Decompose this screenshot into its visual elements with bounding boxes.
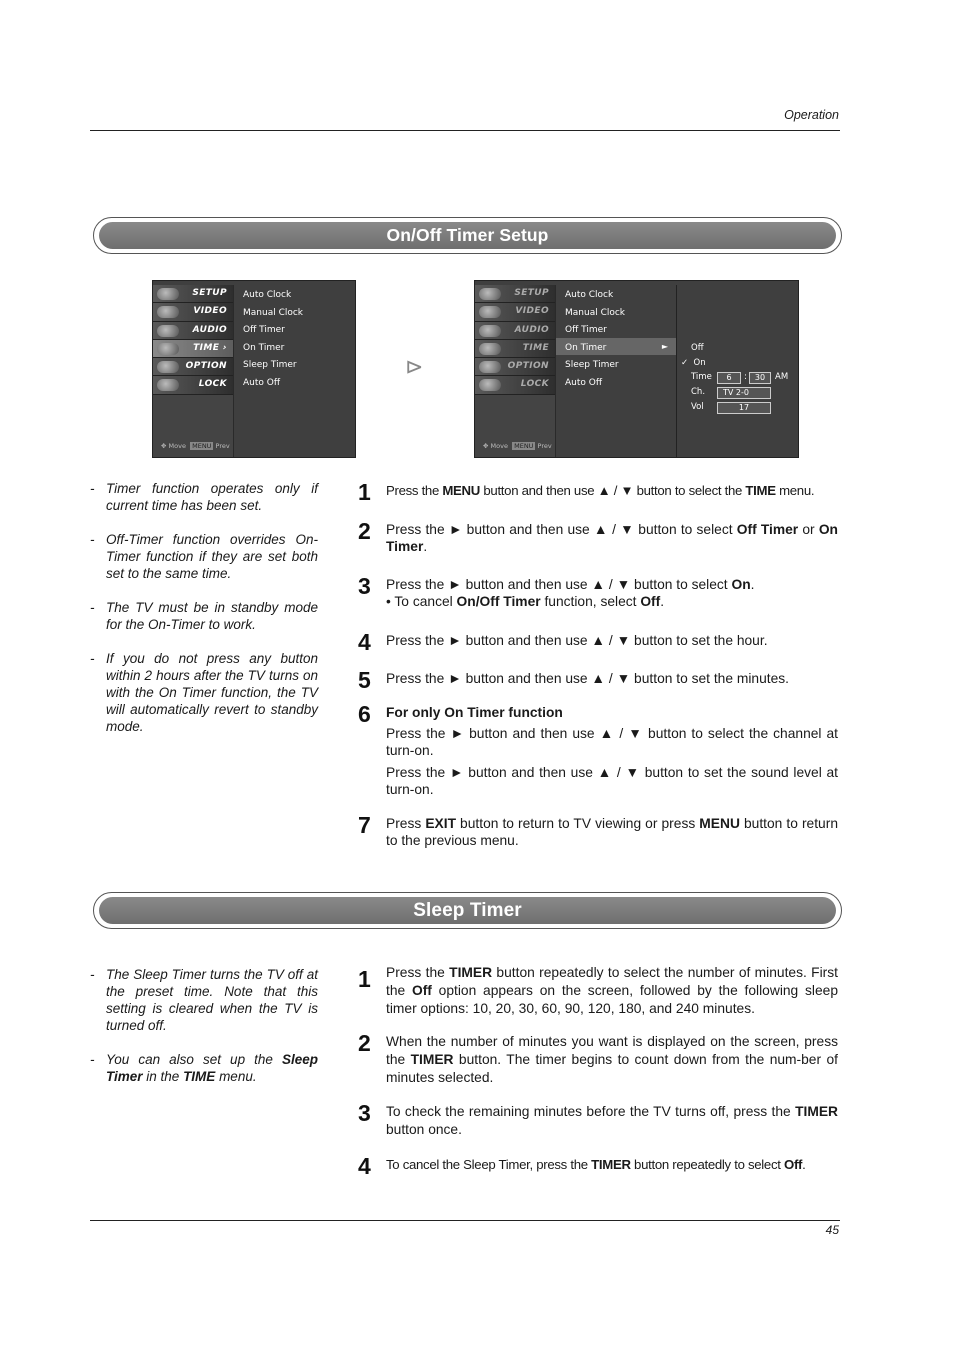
option-icon bbox=[157, 361, 179, 373]
right-arrow-icon: ► bbox=[661, 341, 668, 351]
clock-icon bbox=[157, 343, 179, 355]
lock-icon bbox=[479, 379, 501, 391]
page-number: 45 bbox=[825, 1223, 839, 1237]
osd-item: Auto Off bbox=[243, 377, 281, 388]
sleep-notes bbox=[90, 966, 318, 1102]
osd-category-audio: AUDIO bbox=[153, 322, 233, 340]
section-band-timer bbox=[93, 217, 842, 254]
osd-category-setup: SETUP bbox=[475, 285, 555, 303]
osd-item: Sleep Timer bbox=[565, 360, 619, 370]
osd-category-option: OPTION bbox=[153, 358, 233, 376]
option-on: ✓ On bbox=[681, 358, 706, 368]
osd-category-time: TIME › bbox=[153, 340, 233, 358]
osd-item: Off Timer bbox=[565, 325, 607, 335]
setup-icon bbox=[479, 288, 501, 300]
osd-submenu-on-timer bbox=[676, 285, 798, 457]
osd-item: Auto Clock bbox=[243, 290, 292, 300]
osd-screen-on-timer bbox=[474, 280, 799, 458]
header-rule bbox=[90, 130, 840, 131]
timer-step-1: 1 Press the MENU button and then use ▲ / ▼ button to select the TIME menu. bbox=[358, 479, 815, 505]
section-title: Sleep Timer bbox=[413, 899, 522, 921]
osd-category-option: OPTION bbox=[475, 358, 555, 376]
osd-screen-time-menu bbox=[152, 280, 356, 458]
clock-icon bbox=[479, 343, 501, 355]
hour-field: 6 bbox=[717, 372, 741, 384]
note-item: - Timer function operates only if current time has been set. bbox=[90, 481, 318, 513]
audio-icon bbox=[157, 325, 179, 337]
osd-item-list bbox=[555, 285, 676, 457]
sleep-step-1: 1 Press the TIMER button repeatedly to select the number of minutes. First the Off option appears on the screen, followed by the following sleep timer options: 10, 20, 30, 60, 90, 120, 180, and 240 minutes. bbox=[358, 965, 838, 1016]
menu-key-icon: MENU bbox=[192, 442, 212, 450]
sleep-step-3: 3 To check the remaining minutes before the TV turns off, press the TIMER button once. bbox=[358, 1100, 838, 1137]
menu-key-icon: MENU bbox=[514, 442, 534, 450]
option-off: Off bbox=[691, 343, 704, 353]
osd-item: Auto Clock bbox=[565, 290, 614, 300]
osd-category-audio: AUDIO bbox=[475, 322, 555, 340]
note-item: - If you do not press any button within 2 hours after the TV turns on with the On Timer function, the TV will automatically revert to standby mode. bbox=[90, 651, 318, 734]
channel-field: TV 2-0 bbox=[717, 387, 771, 399]
timer-step-2: 2 Press the ► button and then use ▲ / ▼ button to select Off Timer or On Timer. bbox=[358, 518, 838, 554]
time-colon: : bbox=[744, 372, 747, 382]
osd-category-setup: SETUP bbox=[153, 285, 233, 303]
check-icon: ✓ bbox=[681, 358, 689, 368]
sleep-step-2: 2 When the number of minutes you want is displayed on the screen, press the TIMER button. The timer begins to count down from the num-ber of minutes selected. bbox=[358, 1030, 838, 1085]
next-arrow-icon: ⊳ bbox=[405, 354, 424, 379]
move-icon: ✥ bbox=[483, 442, 489, 450]
osd-category-column bbox=[153, 285, 233, 457]
volume-field: 17 bbox=[717, 402, 771, 414]
timer-step-6: 6 For only On Timer function Press the ► button and then use ▲ / ▼ button to select the channel at turn-on. Press the ► button and then use ▲ / ▼ button to set the sound level at turn-on. bbox=[358, 701, 838, 797]
move-icon: ✥ bbox=[161, 442, 167, 450]
osd-category-video: VIDEO bbox=[475, 303, 555, 321]
timer-step-4: 4 Press the ► button and then use ▲ / ▼ button to set the hour. bbox=[358, 629, 768, 655]
minute-field: 30 bbox=[749, 372, 771, 384]
osd-footer: ✥ Move MENU Prev bbox=[161, 442, 230, 450]
timer-step-5: 5 Press the ► button and then use ▲ / ▼ button to set the minutes. bbox=[358, 667, 789, 693]
volume-label: Vol bbox=[691, 402, 704, 412]
osd-item: Auto Off bbox=[565, 377, 603, 388]
osd-category-column bbox=[475, 285, 555, 457]
section-header: Operation bbox=[784, 108, 839, 122]
note-item: - You can also set up the Sleep Timer in the TIME menu. bbox=[90, 1052, 318, 1084]
video-icon bbox=[157, 306, 179, 318]
channel-label: Ch. bbox=[691, 387, 706, 397]
note-item: - The TV must be in standby mode for the On-Timer to work. bbox=[90, 600, 318, 632]
timer-step-3: 3 Press the ► button and then use ▲ / ▼ button to select On. • To cancel On/Off Timer function, select Off. bbox=[358, 573, 755, 609]
osd-item: On Timer bbox=[243, 342, 285, 353]
lock-icon bbox=[157, 379, 179, 391]
note-item: - Off-Timer function overrides On-Timer function if they are set both set to the same time. bbox=[90, 532, 318, 581]
sleep-step-4: 4 To cancel the Sleep Timer, press the TIMER button repeatedly to select Off. bbox=[358, 1153, 806, 1179]
footer-rule bbox=[90, 1220, 840, 1221]
time-label: Time bbox=[691, 372, 712, 382]
osd-item: Sleep Timer bbox=[243, 360, 297, 370]
timer-notes bbox=[90, 480, 318, 752]
osd-category-lock: LOCK bbox=[475, 376, 555, 394]
osd-item: Manual Clock bbox=[243, 307, 304, 318]
ampm-label: AM bbox=[775, 372, 789, 382]
osd-item: Manual Clock bbox=[565, 307, 626, 318]
osd-item-list bbox=[233, 285, 355, 457]
osd-category-video: VIDEO bbox=[153, 303, 233, 321]
timer-step-7: 7 Press EXIT button to return to TV viewing or press MENU button to return to the previous menu. bbox=[358, 812, 838, 848]
note-item: - The Sleep Timer turns the TV off at the preset time. Note that this setting is cleared when the TV is turned off. bbox=[90, 967, 318, 1033]
osd-category-time: TIME bbox=[475, 340, 555, 358]
osd-item-on-timer-selected: On Timer ► bbox=[556, 338, 676, 356]
osd-item: Off Timer bbox=[243, 325, 285, 335]
option-icon bbox=[479, 361, 501, 373]
section-title: On/Off Timer Setup bbox=[386, 225, 549, 245]
osd-category-lock: LOCK bbox=[153, 376, 233, 394]
section-band-sleep bbox=[93, 892, 842, 929]
osd-footer: ✥ Move MENU Prev bbox=[483, 442, 552, 450]
audio-icon bbox=[479, 325, 501, 337]
video-icon bbox=[479, 306, 501, 318]
setup-icon bbox=[157, 288, 179, 300]
